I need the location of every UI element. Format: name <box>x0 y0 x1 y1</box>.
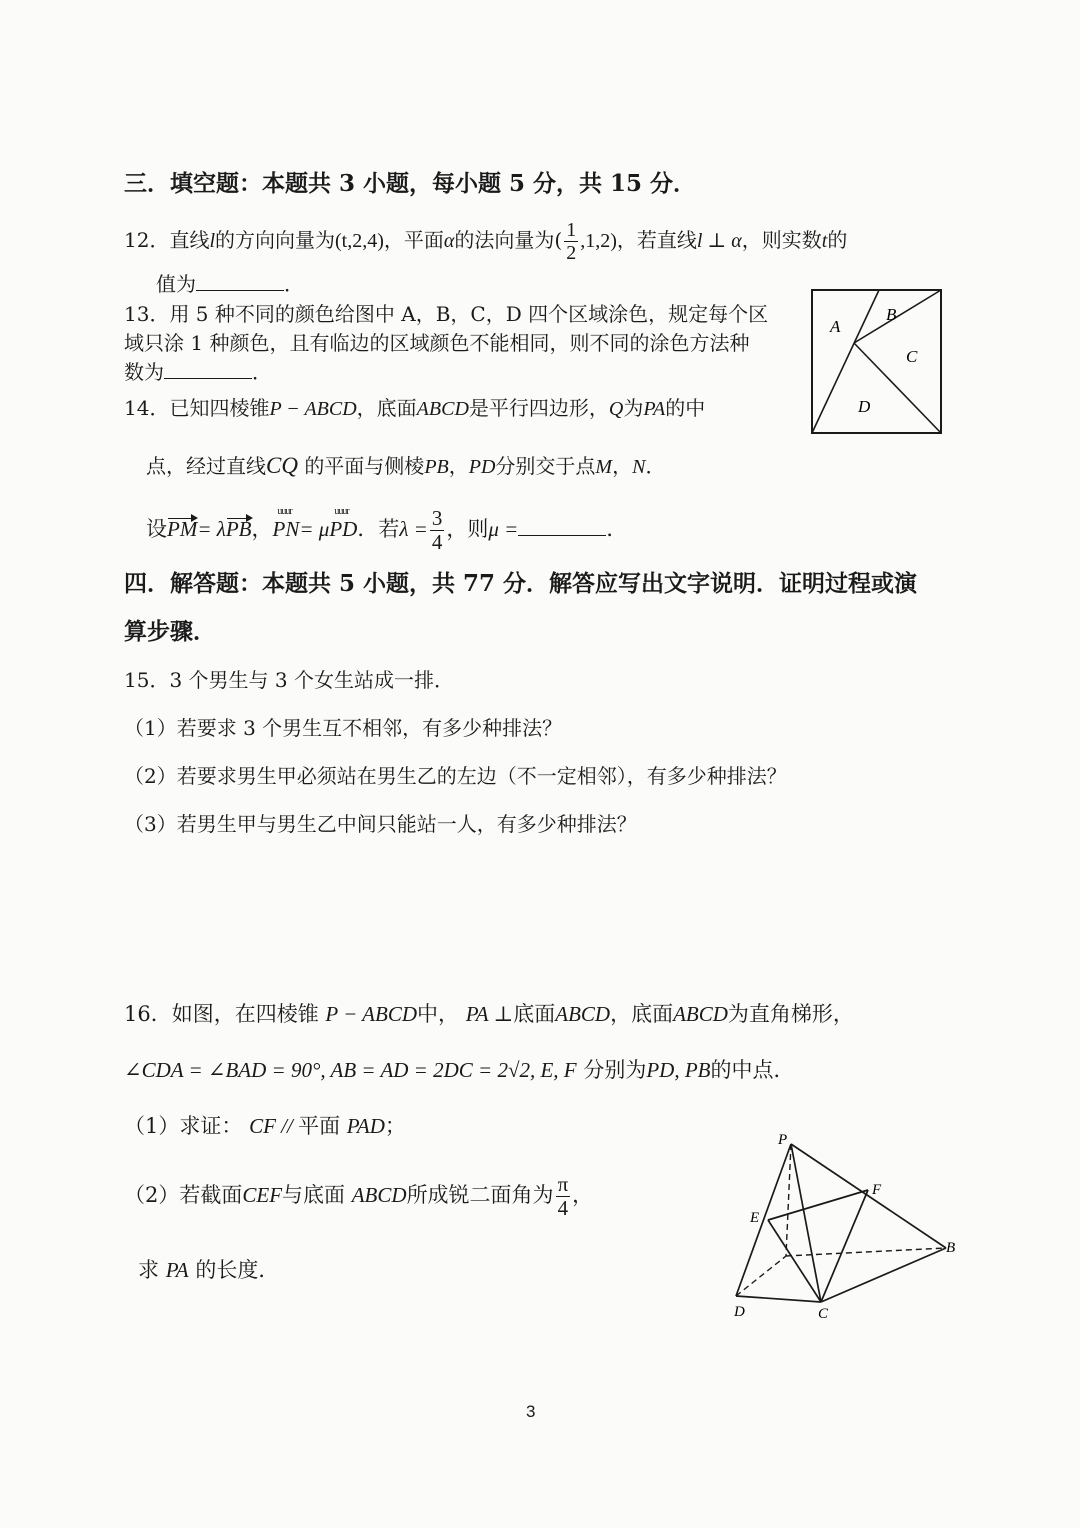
q16-label-d: D <box>734 1304 745 1320</box>
vector-pn: uuur PN <box>272 506 300 541</box>
section-4-title-line2: 算步骤． <box>124 618 216 645</box>
q13-label-a: A <box>830 317 841 336</box>
q12-line1: 12．直线l的方向向量为(t,2,4)，平面α的法向量为( $\frac{1}{2}$ ,1,2)，若直线l ⊥ α，则实数t的 <box>124 219 848 264</box>
q13-region-figure <box>808 285 946 437</box>
q16-label-p: P <box>778 1132 788 1148</box>
q15-stem: 15．3 个男生与 3 个女生站成一排． <box>124 668 454 692</box>
q14-fraction: $\frac{3}{4}$ <box>431 506 443 554</box>
q14-line2: 点，经过直线CQ 的平面与侧棱PB，PD分别交于点M，N． <box>146 453 666 478</box>
q16-label-c: C <box>818 1306 829 1322</box>
q16-part2: （2）若截面CEF与底面 ABCD所成锐二面角为 $\frac{\pi}{4}$ ， <box>124 1172 594 1220</box>
q15-part2: （2）若要求男生甲必须站在男生乙的左边（不一定相邻），有多少种排法？ <box>124 764 787 788</box>
q16-pyramid-figure <box>726 1128 966 1324</box>
q13-line3: 数为 ． <box>124 360 272 384</box>
q13-figure-border <box>812 290 941 433</box>
q16-label-f: F <box>872 1182 882 1198</box>
q12-fraction: $\frac{1}{2}$ <box>566 219 577 264</box>
section-4-title-line1: 四．解答题：本题共 5 小题，共 77 分．解答应写出文字说明．证明过程或演 <box>124 570 918 597</box>
q16-part2-line2: 求 PA 的长度． <box>138 1258 280 1282</box>
q14-answer-blank[interactable] <box>518 534 606 536</box>
vector-pd: uuur PD <box>329 506 358 541</box>
q16-label-b: B <box>946 1240 956 1256</box>
q13-line1: 13．用 5 种不同的颜色给图中 A，B，C，D 四个区域涂色，规定每个区 <box>124 302 769 326</box>
q13-figure-line-3 <box>854 343 941 433</box>
q16-fraction: $\frac{\pi}{4}$ <box>557 1172 569 1220</box>
q12-answer-blank[interactable] <box>196 289 284 291</box>
q16-line2: ∠CDA = ∠BAD = 90°, AB = AD = 2DC = 2√2, E, F 分别为PD, PB的中点． <box>124 1058 795 1082</box>
q16-line1: 16．如图，在四棱锥 P − ABCD中， PA ⊥底面ABCD，底面ABCD为直角梯形， <box>124 1002 854 1026</box>
q15-part3: （3）若男生甲与男生乙中间只能站一人，有多少种排法？ <box>124 812 637 836</box>
q16-label-e: E <box>750 1210 760 1226</box>
q13-line2: 域只涂 1 种颜色，且有临边的区域颜色不能相同，则不同的涂色方法种 <box>124 331 750 355</box>
q13-answer-blank[interactable] <box>164 377 252 379</box>
q13-label-d: D <box>858 397 871 416</box>
q14-line1: 14．已知四棱锥P − ABCD，底面ABCD是平行四边形，Q为PA的中 <box>124 396 706 420</box>
q16-part1: （1）求证： CF // 平面 PAD； <box>124 1114 406 1138</box>
vector-pb: PB <box>225 517 252 541</box>
q12-line2: 值为 ． <box>156 272 304 296</box>
q15-part1: （1）若要求 3 个男生互不相邻，有多少种排法？ <box>124 716 563 740</box>
vector-pm: PM <box>167 517 198 541</box>
section-3-title: 三．填空题：本题共 3 小题，每小题 5 分，共 15 分． <box>124 170 697 197</box>
page-number: 3 <box>526 1402 536 1421</box>
q13-label-b: B <box>886 305 897 324</box>
q13-label-c: C <box>906 347 918 366</box>
q14-line3: 设PM= λPB， uuur PN= μ uuur PD．若λ = $\frac{3}{4}$ ，则μ = ． <box>146 506 628 554</box>
